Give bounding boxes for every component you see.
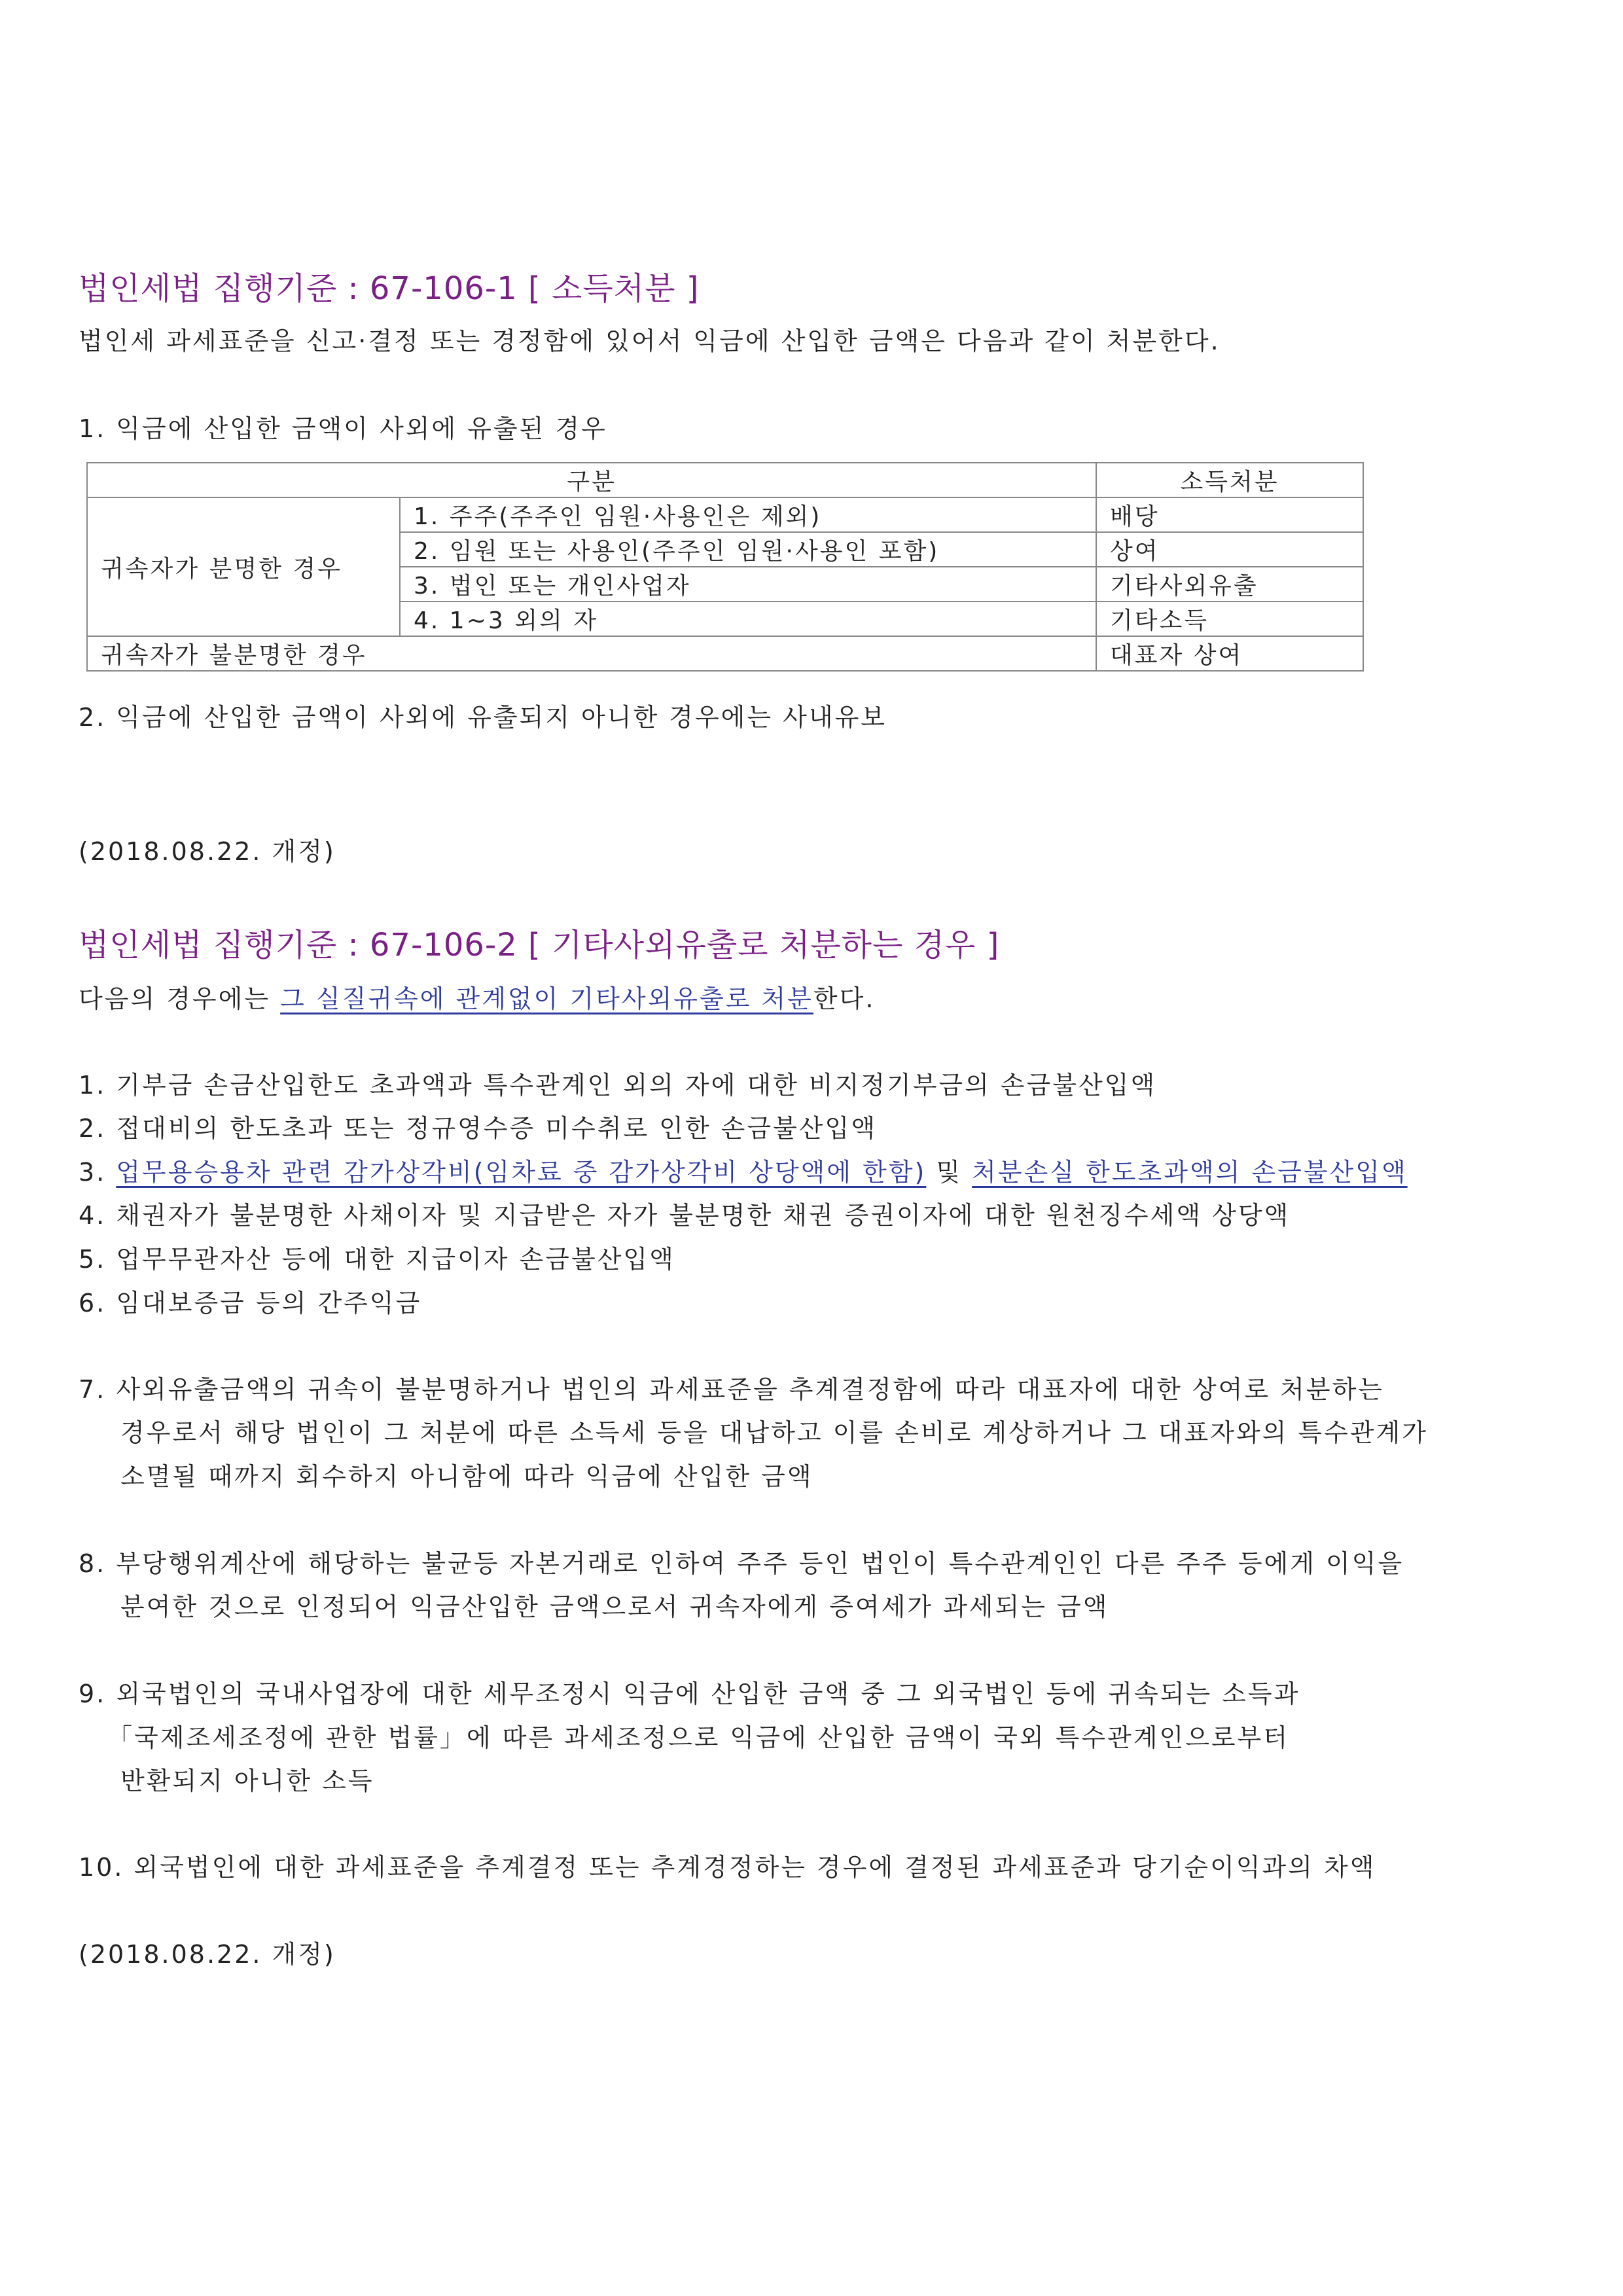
- section1-heading: 법인세법 집행기준 : 67-106-1 [ 소득처분 ]: [79, 270, 700, 307]
- row-disposition: 기타소득: [1096, 601, 1363, 636]
- unidentified-label: 귀속자가 불분명한 경우: [87, 636, 1096, 671]
- list-item: 6. 임대보증금 등의 간주익금: [79, 1289, 422, 1318]
- list-item-continuation: 경우로서 해당 법인이 그 처분에 따른 소득세 등을 대납하고 이를 손비로 계상하거나 그 대표자와의 특수관계가: [120, 1418, 1428, 1447]
- vehicle-depreciation-link[interactable]: 업무용승용차 관련 감가상각비(임차료 중 감가상각비 상당액에 한함): [116, 1158, 927, 1187]
- list-item: 7. 사외유출금액의 귀속이 불분명하거나 법인의 과세표준을 추계결정함에 따라 대표자에 대한 상여로 처분하는: [79, 1375, 1384, 1404]
- list-item: 4. 채권자가 불분명한 사채이자 및 지급받은 자가 불분명한 채권 증권이자에 대한 원천징수세액 상당액: [79, 1201, 1291, 1230]
- list-item-continuation: 소멸될 때까지 회수하지 아니함에 따라 익금에 산입한 금액: [120, 1462, 813, 1491]
- section2-intro: [79, 978, 875, 1014]
- section2-heading: 법인세법 집행기준 : 67-106-2 [ 기타사외유출로 처분하는 경우 ]: [79, 927, 1000, 963]
- row-disposition: 상여: [1096, 532, 1363, 567]
- section2-revision: (2018.08.22. 개정): [79, 1940, 336, 1969]
- item3-mid: 및: [926, 1158, 972, 1187]
- group-identified-label: 귀속자가 분명한 경우: [87, 497, 400, 636]
- list-item: 1. 기부금 손금산입한도 초과액과 특수관계인 외의 자에 대한 비지정기부금의 손금불산입액: [79, 1071, 1157, 1100]
- list-item: 8. 부당행위계산에 해당하는 불균등 자본거래로 인하여 주주 등인 법인이 특수관계인인 다른 주주 등에게 이익을: [79, 1549, 1404, 1578]
- intro-link[interactable]: 그 실질귀속에 관계없이 기타사외유출로 처분: [280, 984, 813, 1013]
- row-category: 3. 법인 또는 개인사업자: [400, 567, 1096, 601]
- list-item: 2. 접대비의 한도초과 또는 정규영수증 미수취로 인한 손금불산입액: [79, 1114, 877, 1143]
- table-header-row: [87, 463, 1363, 497]
- row-category: 2. 임원 또는 사용인(주주인 임원·사용인 포함): [400, 532, 1096, 567]
- table-row: [87, 636, 1363, 671]
- disposal-loss-link[interactable]: 처분손실 한도초과액의 손금불산입액: [972, 1158, 1408, 1187]
- row-disposition: 배당: [1096, 497, 1363, 532]
- list-item-continuation: 반환되지 아니한 소득: [120, 1767, 374, 1795]
- section1-intro: 법인세 과세표준을 신고·결정 또는 경정함에 있어서 익금에 산입한 금액은 다음과 같이 처분한다.: [79, 327, 1221, 355]
- list-item: 5. 업무무관자산 등에 대한 지급이자 손금불산입액: [79, 1245, 675, 1274]
- section1-item-2: 2. 익금에 산입한 금액이 사외에 유출되지 아니한 경우에는 사내유보: [79, 703, 887, 732]
- section1-item-1: 1. 익금에 산입한 금액이 사외에 유출된 경우: [79, 414, 607, 443]
- income-disposition-table: [86, 462, 1364, 672]
- unidentified-disposition: 대표자 상여: [1096, 636, 1363, 671]
- intro-prefix: 다음의 경우에는: [79, 984, 281, 1013]
- row-category: 4. 1~3 외의 자: [400, 601, 1096, 636]
- row-disposition: 기타사외유출: [1096, 567, 1363, 601]
- row-category: 1. 주주(주주인 임원·사용인은 제외): [400, 497, 1096, 532]
- list-item-continuation: 「국제조세조정에 관한 법률」에 따른 과세조정으로 익금에 산입한 금액이 국외 특수관계인으로부터: [107, 1723, 1290, 1752]
- item3-prefix: 3.: [79, 1158, 116, 1187]
- list-item: [79, 1152, 1408, 1188]
- list-item: 10. 외국법인에 대한 과세표준을 추계결정 또는 추계경정하는 경우에 결정된 과세표준과 당기순이익과의 차액: [79, 1853, 1376, 1882]
- list-item: 9. 외국법인의 국내사업장에 대한 세무조정시 익금에 산입한 금액 중 그 외국법인 등에 귀속되는 소득과: [79, 1679, 1300, 1708]
- intro-suffix: 한다.: [813, 984, 876, 1013]
- header-category: 구분: [87, 463, 1096, 497]
- section1-revision: (2018.08.22. 개정): [79, 837, 336, 866]
- header-disposition: 소득처분: [1096, 463, 1363, 497]
- list-item-continuation: 분여한 것으로 인정되어 익금산입한 금액으로서 귀속자에게 증여세가 과세되는 금액: [120, 1592, 1109, 1621]
- table-row: [87, 497, 1363, 532]
